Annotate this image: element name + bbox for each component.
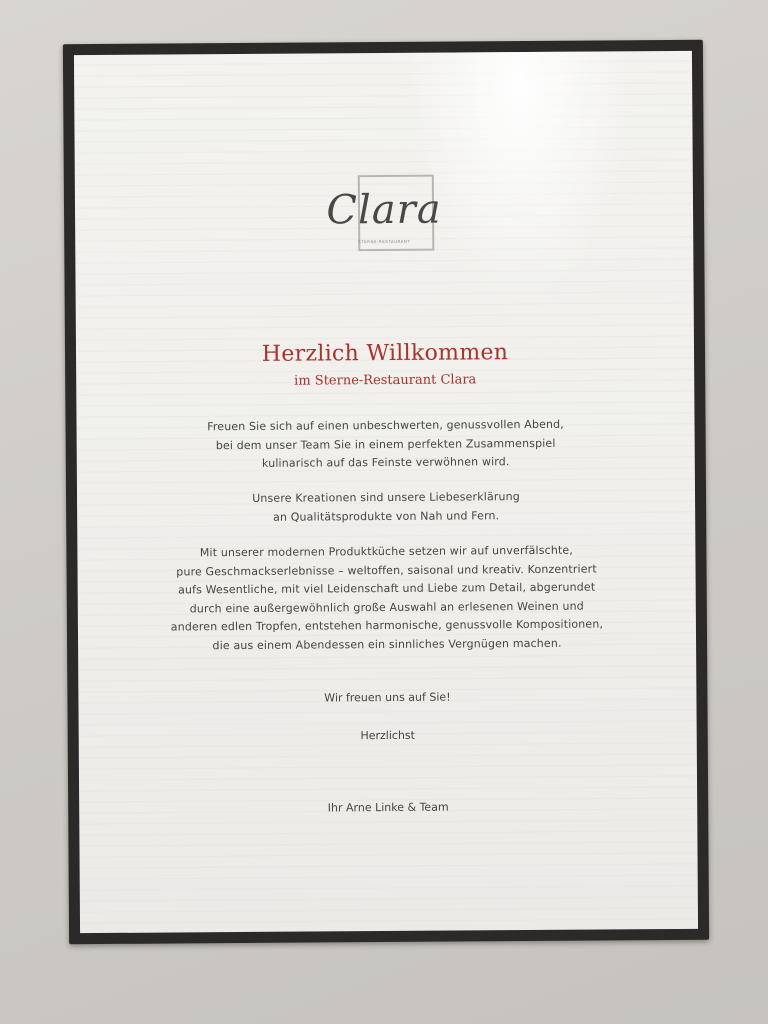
text-line: aufs Wesentliche, mit viel Leidenschaft und Liebe zum Detail, abgerundet [178, 580, 596, 597]
text-line: anderen edlen Tropfen, entstehen harmonische, genussvolle Kompositionen, [170, 617, 604, 634]
closing-regards: Herzlichst [360, 728, 415, 743]
text-line: Unsere Kreationen sind unsere Liebeserklärung [252, 490, 520, 505]
closing-greeting: Wir freuen uns auf Sie! [324, 690, 451, 705]
clara-logo-tagline: STERNE-RESTAURANT [358, 238, 411, 245]
text-line: bei dem unser Team Sie in einem perfekten Zusammenspiel [215, 436, 556, 452]
welcome-letter [74, 51, 698, 933]
text-line: durch eine außergewöhnlich große Auswahl an erlesenen Weinen und [189, 599, 584, 615]
text-line: Freuen Sie sich auf einen unbeschwerten, genussvollen Abend, [207, 417, 564, 434]
page-title: Herzlich Willkommen [261, 340, 509, 367]
text-line: die aus einem Abendessen ein sinnliches Vergnügen machen. [212, 636, 562, 652]
picture-frame [63, 40, 709, 944]
text-line: an Qualitätsprodukte von Nah und Fern. [272, 508, 500, 524]
text-line: kulinarisch auf das Feinste verwöhnen wird. [261, 455, 510, 470]
clara-logo-wordmark: Clara [326, 186, 442, 234]
signature: Ihr Arne Linke & Team [327, 800, 449, 815]
intro-paragraph [96, 415, 674, 475]
creations-paragraph [97, 487, 675, 528]
text-line: pure Geschmackserlebnisse – weltoffen, saisonal und kreativ. Konzentriert [176, 562, 597, 578]
page-subtitle: im Sterne-Restaurant Clara [294, 372, 477, 389]
kitchen-paragraph [97, 541, 676, 656]
text-line: Mit unserer modernen Produktküche setzen wir auf unverfälschte, [199, 543, 574, 560]
